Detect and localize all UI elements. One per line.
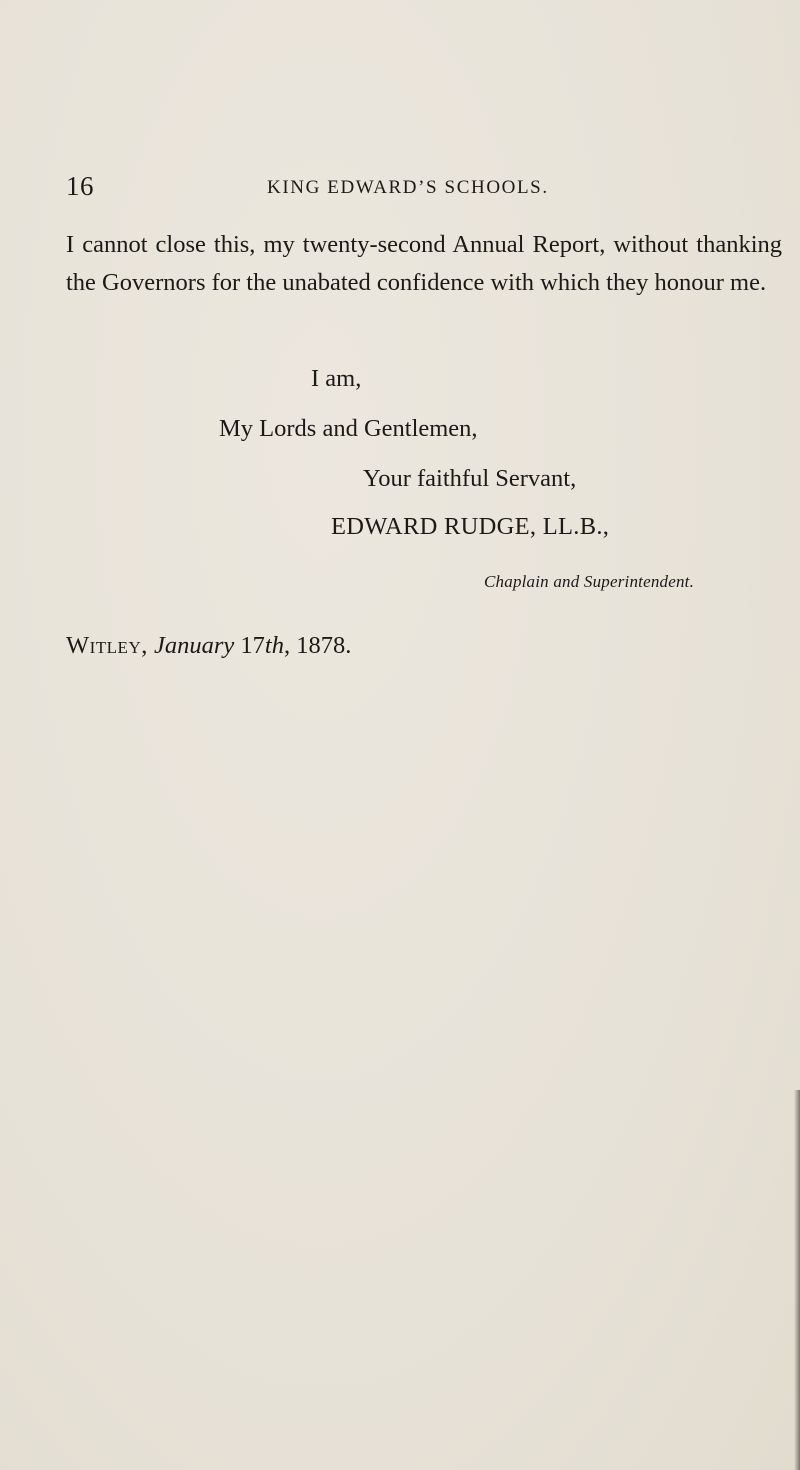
page-number: 16 — [66, 171, 94, 201]
signature: EDWARD RUDGE, LL.B., — [331, 513, 610, 540]
body-paragraph: I cannot close this, my twenty-second Annual Report, without thanking the Governors for the unabated confidence with which they honour me. — [66, 231, 782, 296]
dateline-place: Witley, — [66, 632, 148, 659]
dateline-day-number: 17 — [240, 632, 265, 659]
closing-line-i-am: I am, — [311, 365, 362, 392]
page-edge-shadow — [794, 1090, 800, 1470]
closing-line-servant: Your faithful Servant, — [363, 465, 577, 492]
dateline-month: January — [153, 632, 235, 659]
dateline-year: , 1878. — [283, 632, 352, 659]
running-head: KING EDWARD’S SCHOOLS. — [267, 177, 549, 198]
signatory-title: Chaplain and Superintendent. — [484, 572, 695, 591]
dateline-day-suffix: th — [264, 632, 284, 659]
closing-line-salutation: My Lords and Gentlemen, — [219, 415, 478, 442]
dateline — [66, 632, 351, 660]
